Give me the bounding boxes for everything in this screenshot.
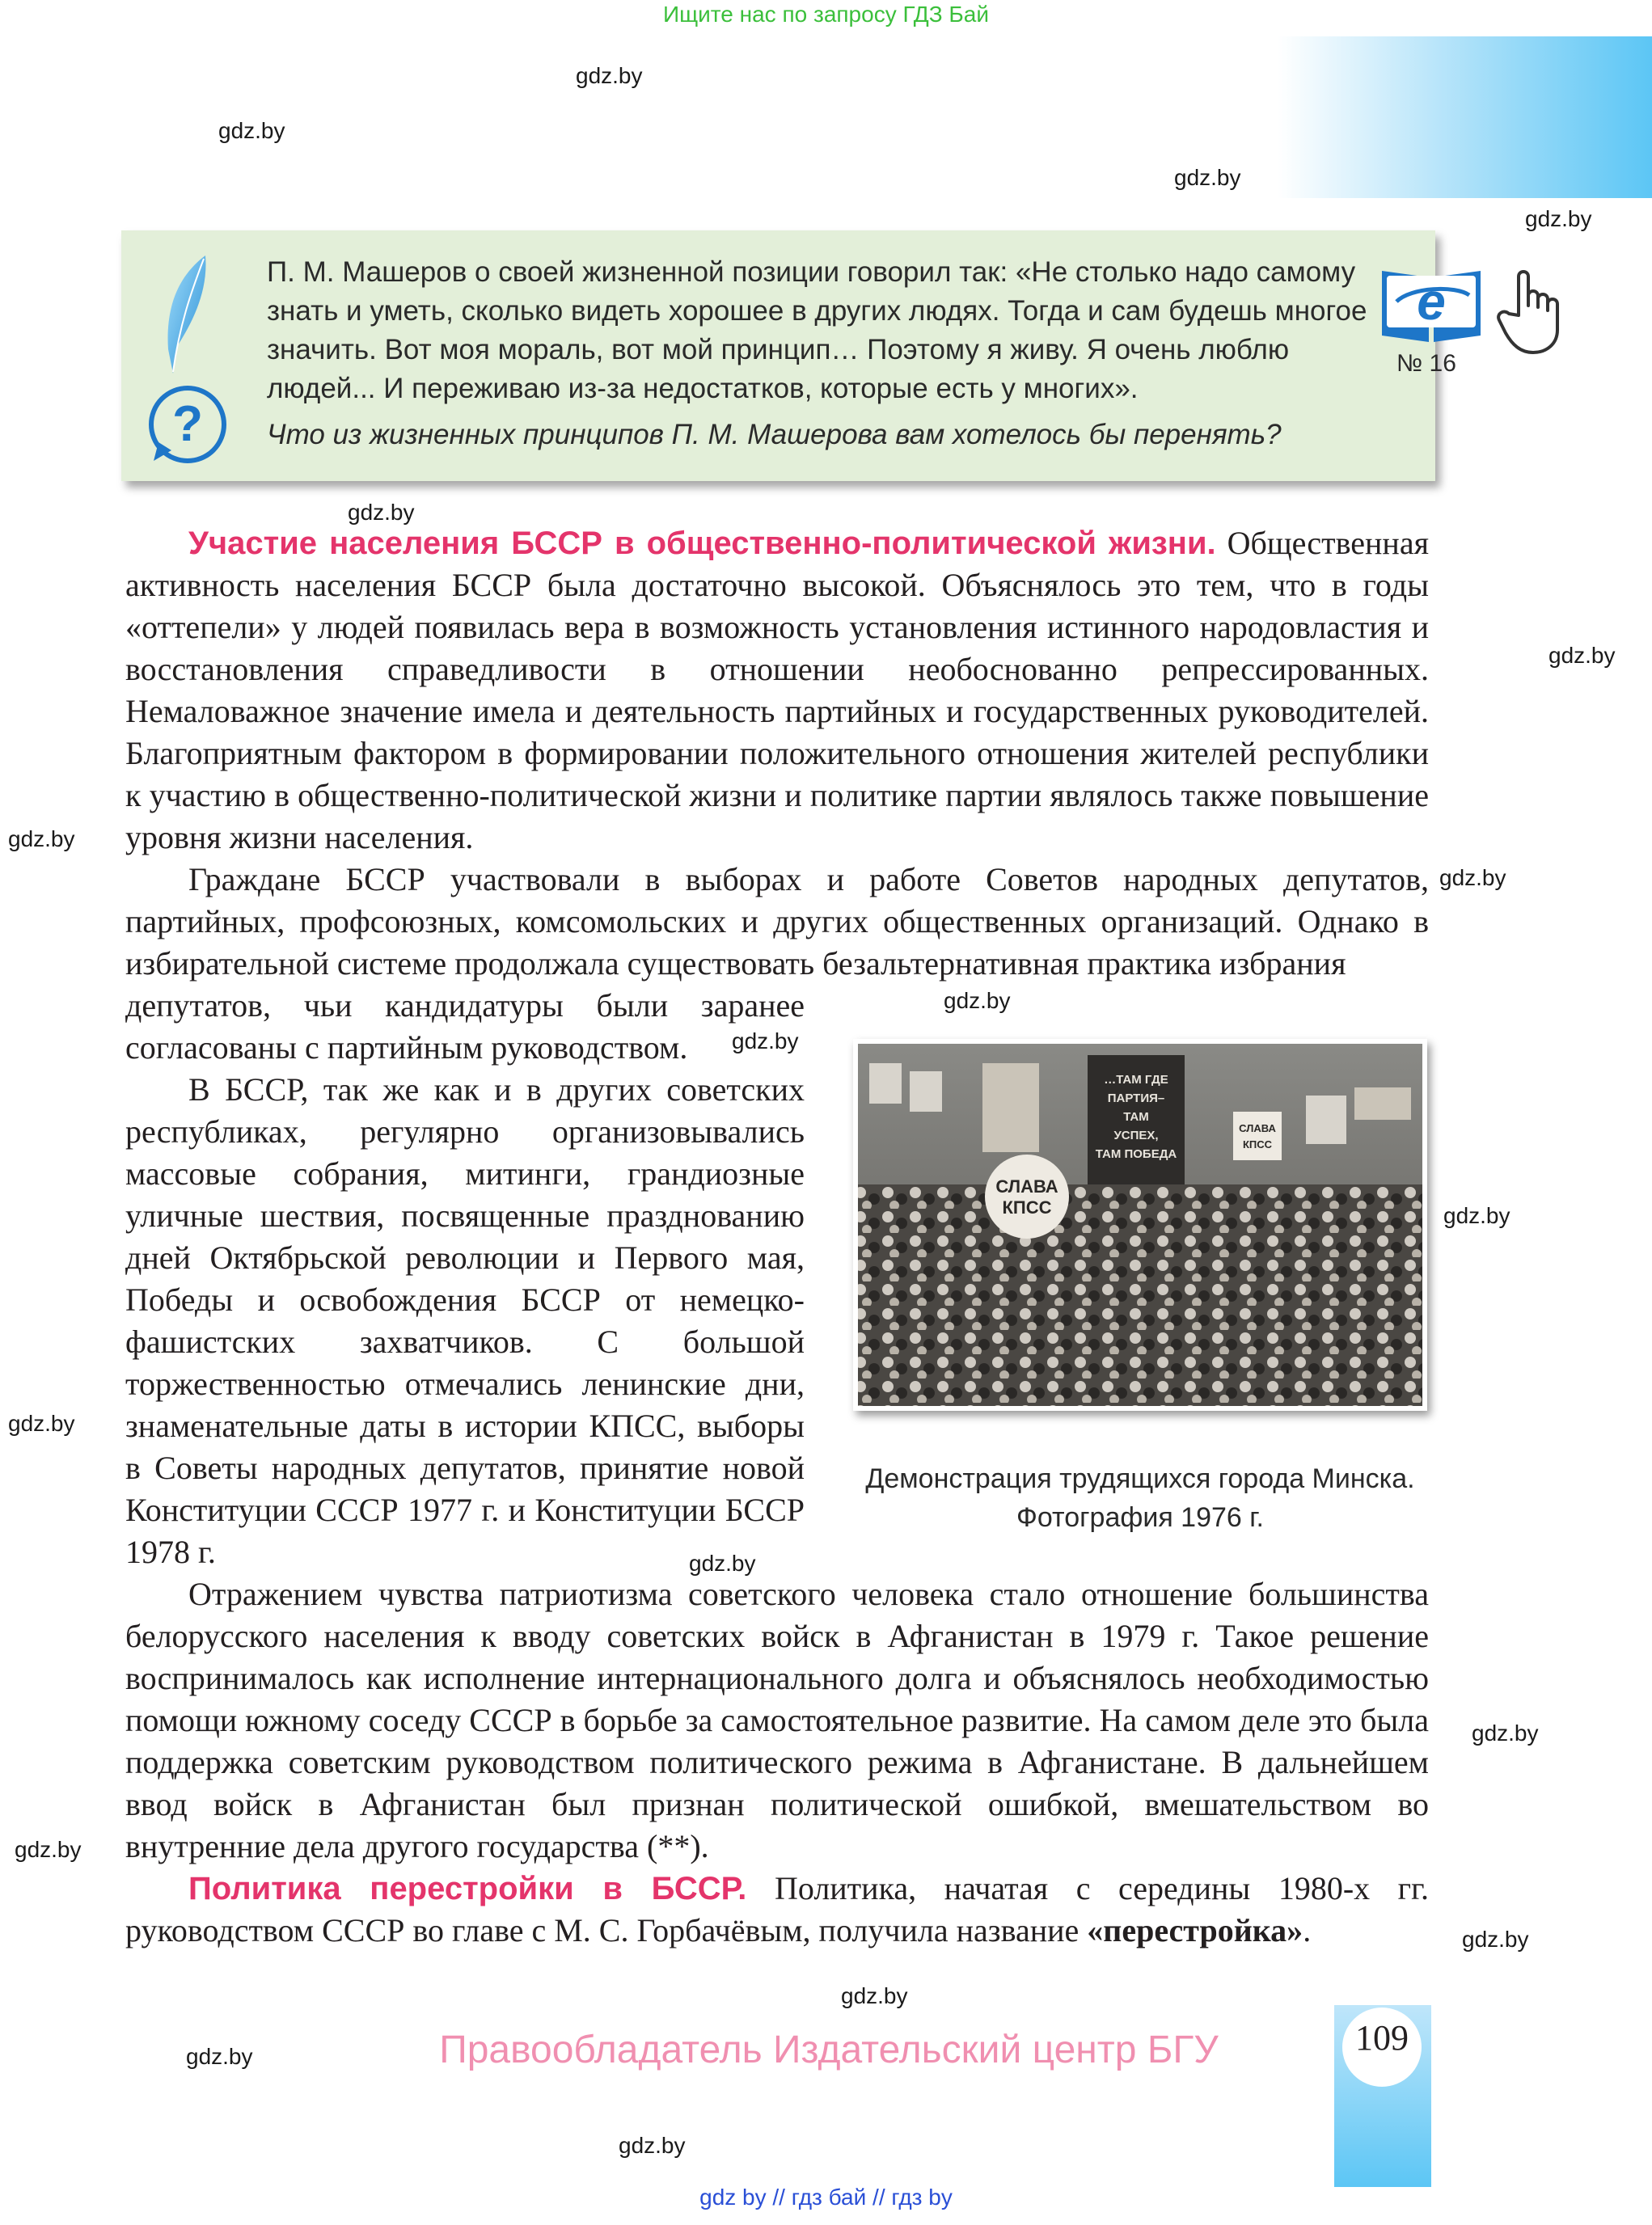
svg-text:e: e [1417,272,1446,331]
watermark: gdz.by [576,63,643,88]
watermark: gdz.by [1462,1927,1529,1952]
watermark: gdz.by [1548,643,1616,668]
svg-text:УСПЕХ,: УСПЕХ, [1113,1129,1159,1142]
paragraph-2-continued: депутатов, чьи кандидатуры были заранее согласованы с партийным руководством. [125,987,805,1066]
svg-text:СЛАВА: СЛАВА [1239,1122,1276,1134]
paragraph-2: Граждане БССР участвовали в выборах и работе Советов народных депутатов, партийных, профсоюзных, комсомольских и других общественных организаций. Однако в избирательной системе продолжала существовать безальтернативная практика избрания [125,861,1429,982]
e-book-icon[interactable] [1379,263,1484,348]
feather-icon [158,252,215,378]
top-banner[interactable]: Ищите нас по запросу ГДЗ Бай [662,2,990,27]
paragraph-5: Политика перестройки в БССР. Политика, начатая с середины 1980-х гг. руководством СССР во главе с М. С. Горбачёвым, получила название «перестройка». [125,1870,1429,1948]
watermark: gdz.by [1174,165,1241,190]
watermark: gdz.by [15,1837,82,1862]
watermark: gdz.by [689,1551,756,1576]
watermark: gdz.by [841,1983,908,2008]
quote-text: П. М. Машеров о своей жизненной позиции говорил так: «Не столько надо самому знать и уметь, сколько видеть хорошее в других людях. Тогда и сам будешь многое значить. Вот моя мораль, вот мой принцип… Поэтому я живу. Я очень люблю людей... И переживаю из-за недостатков, которые есть у многих». [267,256,1367,404]
watermark: gdz.by [1472,1720,1539,1746]
section-heading-2: Политика перестройки в БССР. [188,1871,747,1906]
watermark: gdz.by [348,500,415,525]
page-number: 109 [1355,2018,1409,2058]
question-icon [147,384,228,469]
paragraph-1: Участие населения БССР в общественно-политической жизни. Общественная активность населения БССР была достаточно высокой. Объяснялось это тем, что в годы «оттепели» у людей появилась вера в возможность установления истинного народовластия и восстановления справедливости в отношении необоснованно репрессированных. Немаловажное значение имела и деятельность партийных и государственных руководителей. Благоприятным фактором в формировании положительного отношения жителей республики к участию в общественно-политической жизни и политике партии являлось также повышение уровня жизни населения. [125,525,1429,855]
resource-number: № 16 [1396,350,1456,377]
watermark: gdz.by [1439,865,1506,890]
hand-pointer-icon [1496,267,1569,360]
photo-demonstration [853,1039,1427,1411]
watermark: gdz.by [944,988,1011,1013]
svg-text:?: ? [172,396,203,452]
decorative-gradient [1278,36,1652,198]
svg-text:ТАМ: ТАМ [1123,1110,1149,1124]
term-perestroika: «перестройка» [1087,1912,1303,1948]
paragraph-3: В БССР, так же как и в других советских республиках, регулярно организовывались массовые собрания, митинги, грандиозные уличные шествия, посвященные празднованию дней Октябрьской революции и Первого мая, Победы и освобождения БССР от немецко-фашистских захватчиков. С большой торжественностью отмечались ленинские дни, знаменательные даты в истории КПСС, выборы в Советы народных депутатов, принятие новой Конституции СССР 1977 г. и Конституции БССР 1978 г. [125,1071,805,1570]
watermark: gdz.by [186,2044,253,2069]
watermark: gdz.by [1443,1203,1510,1228]
svg-text:ТАМ ПОБЕДА: ТАМ ПОБЕДА [1095,1147,1177,1161]
quote-question: Что из жизненных принципов П. М. Машерова вам хотелось бы перенять? [267,419,1282,450]
svg-text:ПАРТИЯ–: ПАРТИЯ– [1107,1091,1165,1105]
watermark: gdz.by [1525,206,1592,231]
watermark: gdz.by [218,118,285,143]
watermark: gdz.by [732,1028,799,1053]
watermark: gdz.by [8,1411,75,1436]
svg-text:КПСС: КПСС [1002,1197,1052,1218]
bottom-links[interactable]: gdz by // гдз бай // гдз by [699,2185,953,2210]
svg-text:КПСС: КПСС [1242,1138,1273,1150]
paragraph-4: Отражением чувства патриотизма советского человека стало отношение большинства белорусского населения к вводу советских войск в Афганистан в 1979 г. Такое решение воспринималось как исполнение интернационального долга и объяснялось необходимостью помощи южному соседу СССР в борьбе за самостоятельное развитие. На самом деле это была поддержка советским руководством политического режима в Афганистане. В дальнейшем ввод войск в Афганистан был признан политической ошибкой, вмешательством во внутренние дела другого государства (**). [125,1576,1429,1864]
watermark: gdz.by [619,2133,686,2158]
copyright-notice: Правообладатель Издательский центр БГУ [439,2029,1219,2071]
section-heading: Участие населения БССР в общественно-политической жизни. [188,526,1216,561]
svg-text:СЛАВА: СЛАВА [995,1176,1058,1197]
photo-caption: Демонстрация трудящихся города Минска. Фотография 1976 г. [865,1463,1415,1533]
svg-text:…ТАМ ГДЕ: …ТАМ ГДЕ [1104,1073,1168,1087]
watermark: gdz.by [8,826,75,851]
